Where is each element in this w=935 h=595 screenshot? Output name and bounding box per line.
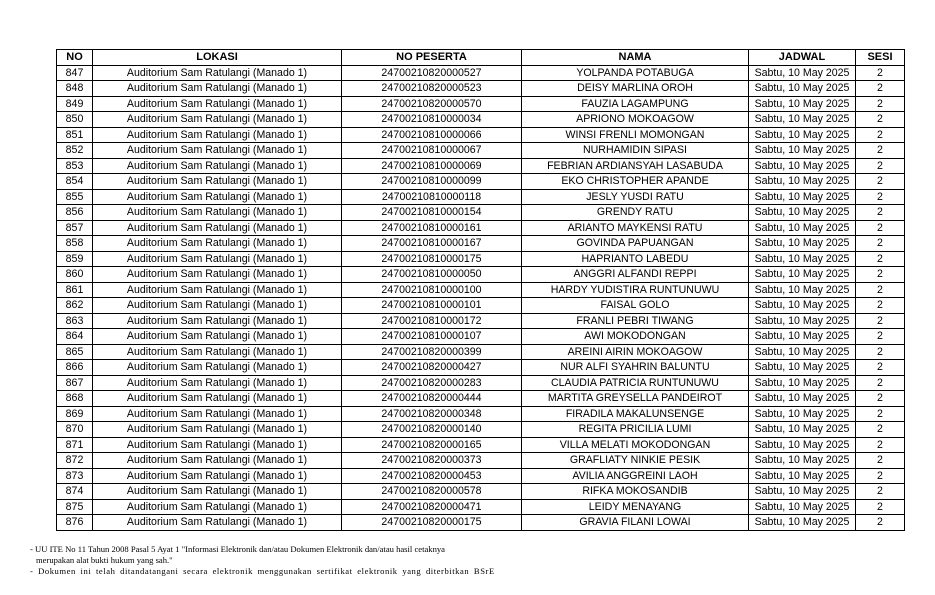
cell-nama: HAPRIANTO LABEDU xyxy=(522,251,749,267)
cell-sesi: 2 xyxy=(856,515,905,531)
footnotes xyxy=(30,544,920,577)
cell-sesi: 2 xyxy=(856,220,905,236)
cell-no-peserta: 24700210810000067 xyxy=(342,143,522,159)
cell-jadwal: Sabtu, 10 May 2025 xyxy=(749,236,856,252)
cell-no: 865 xyxy=(57,344,93,360)
cell-no: 874 xyxy=(57,484,93,500)
cell-no: 856 xyxy=(57,205,93,221)
cell-lokasi: Auditorium Sam Ratulangi (Manado 1) xyxy=(93,251,342,267)
cell-no-peserta: 24700210810000175 xyxy=(342,251,522,267)
cell-sesi: 2 xyxy=(856,236,905,252)
table-row xyxy=(57,112,905,128)
cell-sesi: 2 xyxy=(856,205,905,221)
cell-no: 863 xyxy=(57,313,93,329)
cell-jadwal: Sabtu, 10 May 2025 xyxy=(749,174,856,190)
header-nama: NAMA xyxy=(522,50,749,66)
cell-lokasi: Auditorium Sam Ratulangi (Manado 1) xyxy=(93,515,342,531)
cell-no: 871 xyxy=(57,437,93,453)
cell-nama: APRIONO MOKOAGOW xyxy=(522,112,749,128)
cell-nama: VILLA MELATI MOKODONGAN xyxy=(522,437,749,453)
cell-no: 862 xyxy=(57,298,93,314)
cell-no: 866 xyxy=(57,360,93,376)
cell-lokasi: Auditorium Sam Ratulangi (Manado 1) xyxy=(93,267,342,283)
cell-sesi: 2 xyxy=(856,344,905,360)
cell-nama: NUR ALFI SYAHRIN BALUNTU xyxy=(522,360,749,376)
table-row xyxy=(57,499,905,515)
cell-sesi: 2 xyxy=(856,143,905,159)
cell-jadwal: Sabtu, 10 May 2025 xyxy=(749,220,856,236)
table-row xyxy=(57,143,905,159)
cell-lokasi: Auditorium Sam Ratulangi (Manado 1) xyxy=(93,127,342,143)
table-row xyxy=(57,174,905,190)
table-row xyxy=(57,298,905,314)
cell-nama: JESLY YUSDI RATU xyxy=(522,189,749,205)
cell-no: 847 xyxy=(57,65,93,81)
cell-no-peserta: 24700210810000100 xyxy=(342,282,522,298)
cell-lokasi: Auditorium Sam Ratulangi (Manado 1) xyxy=(93,158,342,174)
cell-jadwal: Sabtu, 10 May 2025 xyxy=(749,468,856,484)
table-row xyxy=(57,515,905,531)
cell-lokasi: Auditorium Sam Ratulangi (Manado 1) xyxy=(93,375,342,391)
table-row xyxy=(57,406,905,422)
cell-sesi: 2 xyxy=(856,282,905,298)
cell-no: 855 xyxy=(57,189,93,205)
cell-lokasi: Auditorium Sam Ratulangi (Manado 1) xyxy=(93,65,342,81)
cell-jadwal: Sabtu, 10 May 2025 xyxy=(749,127,856,143)
cell-nama: MARTITA GREYSELLA PANDEIROT xyxy=(522,391,749,407)
participant-table-container xyxy=(56,49,904,531)
table-row xyxy=(57,437,905,453)
cell-nama: GRAFLIATY NINKIE PESIK xyxy=(522,453,749,469)
participant-table xyxy=(56,49,905,531)
cell-lokasi: Auditorium Sam Ratulangi (Manado 1) xyxy=(93,499,342,515)
cell-no-peserta: 24700210810000099 xyxy=(342,174,522,190)
cell-no: 859 xyxy=(57,251,93,267)
cell-jadwal: Sabtu, 10 May 2025 xyxy=(749,406,856,422)
cell-nama: GRENDY RATU xyxy=(522,205,749,221)
cell-lokasi: Auditorium Sam Ratulangi (Manado 1) xyxy=(93,422,342,438)
cell-lokasi: Auditorium Sam Ratulangi (Manado 1) xyxy=(93,437,342,453)
table-row xyxy=(57,96,905,112)
cell-no-peserta: 24700210810000034 xyxy=(342,112,522,128)
cell-lokasi: Auditorium Sam Ratulangi (Manado 1) xyxy=(93,205,342,221)
cell-lokasi: Auditorium Sam Ratulangi (Manado 1) xyxy=(93,81,342,97)
cell-no-peserta: 24700210820000283 xyxy=(342,375,522,391)
cell-jadwal: Sabtu, 10 May 2025 xyxy=(749,484,856,500)
table-row xyxy=(57,158,905,174)
cell-no: 851 xyxy=(57,127,93,143)
cell-sesi: 2 xyxy=(856,406,905,422)
table-row xyxy=(57,65,905,81)
cell-no-peserta: 24700210820000348 xyxy=(342,406,522,422)
cell-nama: WINSI FRENLI MOMONGAN xyxy=(522,127,749,143)
cell-nama: AREINI AIRIN MOKOAGOW xyxy=(522,344,749,360)
table-row xyxy=(57,282,905,298)
cell-nama: GOVINDA PAPUANGAN xyxy=(522,236,749,252)
cell-no: 849 xyxy=(57,96,93,112)
cell-lokasi: Auditorium Sam Ratulangi (Manado 1) xyxy=(93,313,342,329)
header-no: NO xyxy=(57,50,93,66)
cell-nama: RIFKA MOKOSANDIB xyxy=(522,484,749,500)
cell-nama: FEBRIAN ARDIANSYAH LASABUDA xyxy=(522,158,749,174)
cell-nama: GRAVIA FILANI LOWAI xyxy=(522,515,749,531)
cell-sesi: 2 xyxy=(856,112,905,128)
cell-no-peserta: 24700210820000570 xyxy=(342,96,522,112)
cell-no: 873 xyxy=(57,468,93,484)
cell-jadwal: Sabtu, 10 May 2025 xyxy=(749,453,856,469)
cell-jadwal: Sabtu, 10 May 2025 xyxy=(749,344,856,360)
cell-no: 868 xyxy=(57,391,93,407)
cell-no-peserta: 24700210820000453 xyxy=(342,468,522,484)
cell-jadwal: Sabtu, 10 May 2025 xyxy=(749,298,856,314)
cell-no: 848 xyxy=(57,81,93,97)
cell-jadwal: Sabtu, 10 May 2025 xyxy=(749,143,856,159)
cell-jadwal: Sabtu, 10 May 2025 xyxy=(749,81,856,97)
cell-no-peserta: 24700210810000107 xyxy=(342,329,522,345)
cell-nama: AWI MOKODONGAN xyxy=(522,329,749,345)
cell-sesi: 2 xyxy=(856,484,905,500)
cell-jadwal: Sabtu, 10 May 2025 xyxy=(749,437,856,453)
cell-jadwal: Sabtu, 10 May 2025 xyxy=(749,65,856,81)
table-row xyxy=(57,484,905,500)
cell-sesi: 2 xyxy=(856,313,905,329)
cell-no: 870 xyxy=(57,422,93,438)
cell-lokasi: Auditorium Sam Ratulangi (Manado 1) xyxy=(93,484,342,500)
cell-sesi: 2 xyxy=(856,329,905,345)
cell-lokasi: Auditorium Sam Ratulangi (Manado 1) xyxy=(93,360,342,376)
cell-lokasi: Auditorium Sam Ratulangi (Manado 1) xyxy=(93,344,342,360)
cell-lokasi: Auditorium Sam Ratulangi (Manado 1) xyxy=(93,468,342,484)
cell-no-peserta: 24700210820000175 xyxy=(342,515,522,531)
cell-jadwal: Sabtu, 10 May 2025 xyxy=(749,313,856,329)
cell-sesi: 2 xyxy=(856,189,905,205)
cell-no-peserta: 24700210810000069 xyxy=(342,158,522,174)
cell-sesi: 2 xyxy=(856,127,905,143)
cell-jadwal: Sabtu, 10 May 2025 xyxy=(749,112,856,128)
cell-jadwal: Sabtu, 10 May 2025 xyxy=(749,391,856,407)
cell-no-peserta: 24700210820000373 xyxy=(342,453,522,469)
cell-jadwal: Sabtu, 10 May 2025 xyxy=(749,375,856,391)
cell-nama: AVILIA ANGGREINI LAOH xyxy=(522,468,749,484)
cell-sesi: 2 xyxy=(856,391,905,407)
cell-nama: EKO CHRISTOPHER APANDE xyxy=(522,174,749,190)
cell-no-peserta: 24700210820000427 xyxy=(342,360,522,376)
cell-no-peserta: 24700210810000066 xyxy=(342,127,522,143)
cell-sesi: 2 xyxy=(856,81,905,97)
table-row xyxy=(57,344,905,360)
cell-no-peserta: 24700210810000161 xyxy=(342,220,522,236)
cell-sesi: 2 xyxy=(856,298,905,314)
table-row xyxy=(57,391,905,407)
cell-no: 857 xyxy=(57,220,93,236)
cell-lokasi: Auditorium Sam Ratulangi (Manado 1) xyxy=(93,96,342,112)
cell-lokasi: Auditorium Sam Ratulangi (Manado 1) xyxy=(93,112,342,128)
cell-no: 852 xyxy=(57,143,93,159)
cell-lokasi: Auditorium Sam Ratulangi (Manado 1) xyxy=(93,143,342,159)
cell-sesi: 2 xyxy=(856,96,905,112)
cell-sesi: 2 xyxy=(856,499,905,515)
cell-lokasi: Auditorium Sam Ratulangi (Manado 1) xyxy=(93,391,342,407)
footnote-electronic-signature: - Dokumen ini telah ditandatangani secara elektronik menggunakan sertifikat elektronik yang diterbitkan BSrE xyxy=(30,566,495,576)
cell-sesi: 2 xyxy=(856,375,905,391)
cell-jadwal: Sabtu, 10 May 2025 xyxy=(749,189,856,205)
cell-no: 875 xyxy=(57,499,93,515)
cell-no-peserta: 24700210820000399 xyxy=(342,344,522,360)
cell-nama: DEISY MARLINA OROH xyxy=(522,81,749,97)
cell-lokasi: Auditorium Sam Ratulangi (Manado 1) xyxy=(93,236,342,252)
table-row xyxy=(57,189,905,205)
table-row xyxy=(57,220,905,236)
cell-nama: FAISAL GOLO xyxy=(522,298,749,314)
cell-sesi: 2 xyxy=(856,158,905,174)
cell-sesi: 2 xyxy=(856,437,905,453)
cell-no-peserta: 24700210810000154 xyxy=(342,205,522,221)
cell-sesi: 2 xyxy=(856,174,905,190)
cell-jadwal: Sabtu, 10 May 2025 xyxy=(749,282,856,298)
cell-no: 858 xyxy=(57,236,93,252)
cell-nama: YOLPANDA POTABUGA xyxy=(522,65,749,81)
cell-sesi: 2 xyxy=(856,65,905,81)
table-row xyxy=(57,236,905,252)
table-row xyxy=(57,453,905,469)
cell-jadwal: Sabtu, 10 May 2025 xyxy=(749,329,856,345)
cell-nama: HARDY YUDISTIRA RUNTUNUWU xyxy=(522,282,749,298)
cell-nama: FAUZIA LAGAMPUNG xyxy=(522,96,749,112)
cell-nama: FIRADILA MAKALUNSENGE xyxy=(522,406,749,422)
cell-lokasi: Auditorium Sam Ratulangi (Manado 1) xyxy=(93,329,342,345)
cell-no-peserta: 24700210820000578 xyxy=(342,484,522,500)
cell-jadwal: Sabtu, 10 May 2025 xyxy=(749,499,856,515)
cell-nama: ARIANTO MAYKENSI RATU xyxy=(522,220,749,236)
cell-no: 872 xyxy=(57,453,93,469)
table-row xyxy=(57,422,905,438)
table-header xyxy=(57,50,905,66)
cell-no-peserta: 24700210810000167 xyxy=(342,236,522,252)
cell-nama: LEIDY MENAYANG xyxy=(522,499,749,515)
table-row xyxy=(57,375,905,391)
cell-no: 876 xyxy=(57,515,93,531)
header-sesi: SESI xyxy=(856,50,905,66)
cell-sesi: 2 xyxy=(856,422,905,438)
cell-no-peserta: 24700210820000527 xyxy=(342,65,522,81)
cell-lokasi: Auditorium Sam Ratulangi (Manado 1) xyxy=(93,282,342,298)
table-row xyxy=(57,81,905,97)
cell-no-peserta: 24700210820000165 xyxy=(342,437,522,453)
cell-lokasi: Auditorium Sam Ratulangi (Manado 1) xyxy=(93,189,342,205)
cell-no-peserta: 24700210810000118 xyxy=(342,189,522,205)
cell-no-peserta: 24700210820000444 xyxy=(342,391,522,407)
cell-nama: CLAUDIA PATRICIA RUNTUNUWU xyxy=(522,375,749,391)
cell-jadwal: Sabtu, 10 May 2025 xyxy=(749,158,856,174)
cell-nama: ANGGRI ALFANDI REPPI xyxy=(522,267,749,283)
cell-sesi: 2 xyxy=(856,267,905,283)
cell-jadwal: Sabtu, 10 May 2025 xyxy=(749,205,856,221)
cell-no-peserta: 24700210820000140 xyxy=(342,422,522,438)
table-row xyxy=(57,205,905,221)
table-row xyxy=(57,468,905,484)
cell-jadwal: Sabtu, 10 May 2025 xyxy=(749,515,856,531)
header-lokasi: LOKASI xyxy=(93,50,342,66)
cell-nama: NURHAMIDIN SIPASI xyxy=(522,143,749,159)
cell-nama: REGITA PRICILIA LUMI xyxy=(522,422,749,438)
cell-no: 867 xyxy=(57,375,93,391)
header-row xyxy=(57,50,905,66)
header-no-peserta: NO PESERTA xyxy=(342,50,522,66)
cell-no: 853 xyxy=(57,158,93,174)
cell-no: 869 xyxy=(57,406,93,422)
table-row xyxy=(57,267,905,283)
table-row xyxy=(57,329,905,345)
cell-jadwal: Sabtu, 10 May 2025 xyxy=(749,422,856,438)
table-row xyxy=(57,313,905,329)
cell-lokasi: Auditorium Sam Ratulangi (Manado 1) xyxy=(93,220,342,236)
cell-no: 860 xyxy=(57,267,93,283)
footnote-ite-law: - UU ITE No 11 Tahun 2008 Pasal 5 Ayat 1 "Informasi Elektronik dan/atau Dokumen Elektronik dan/atau hasil cetaknya xyxy=(30,544,445,554)
cell-nama: FRANLI PEBRI TIWANG xyxy=(522,313,749,329)
cell-no-peserta: 24700210810000050 xyxy=(342,267,522,283)
cell-sesi: 2 xyxy=(856,251,905,267)
header-jadwal: JADWAL xyxy=(749,50,856,66)
cell-no: 850 xyxy=(57,112,93,128)
cell-jadwal: Sabtu, 10 May 2025 xyxy=(749,251,856,267)
cell-no: 861 xyxy=(57,282,93,298)
cell-no: 854 xyxy=(57,174,93,190)
table-body xyxy=(57,65,905,530)
cell-lokasi: Auditorium Sam Ratulangi (Manado 1) xyxy=(93,406,342,422)
cell-no-peserta: 24700210820000523 xyxy=(342,81,522,97)
cell-jadwal: Sabtu, 10 May 2025 xyxy=(749,267,856,283)
table-row xyxy=(57,360,905,376)
cell-no-peserta: 24700210810000101 xyxy=(342,298,522,314)
cell-sesi: 2 xyxy=(856,468,905,484)
cell-jadwal: Sabtu, 10 May 2025 xyxy=(749,96,856,112)
cell-sesi: 2 xyxy=(856,360,905,376)
cell-no: 864 xyxy=(57,329,93,345)
cell-lokasi: Auditorium Sam Ratulangi (Manado 1) xyxy=(93,453,342,469)
cell-sesi: 2 xyxy=(856,453,905,469)
table-row xyxy=(57,127,905,143)
cell-lokasi: Auditorium Sam Ratulangi (Manado 1) xyxy=(93,298,342,314)
cell-jadwal: Sabtu, 10 May 2025 xyxy=(749,360,856,376)
footnote-ite-law-continued: merupakan alat bukti hukum yang sah." xyxy=(36,555,173,565)
cell-no-peserta: 24700210810000172 xyxy=(342,313,522,329)
cell-lokasi: Auditorium Sam Ratulangi (Manado 1) xyxy=(93,174,342,190)
cell-no-peserta: 24700210820000471 xyxy=(342,499,522,515)
table-row xyxy=(57,251,905,267)
